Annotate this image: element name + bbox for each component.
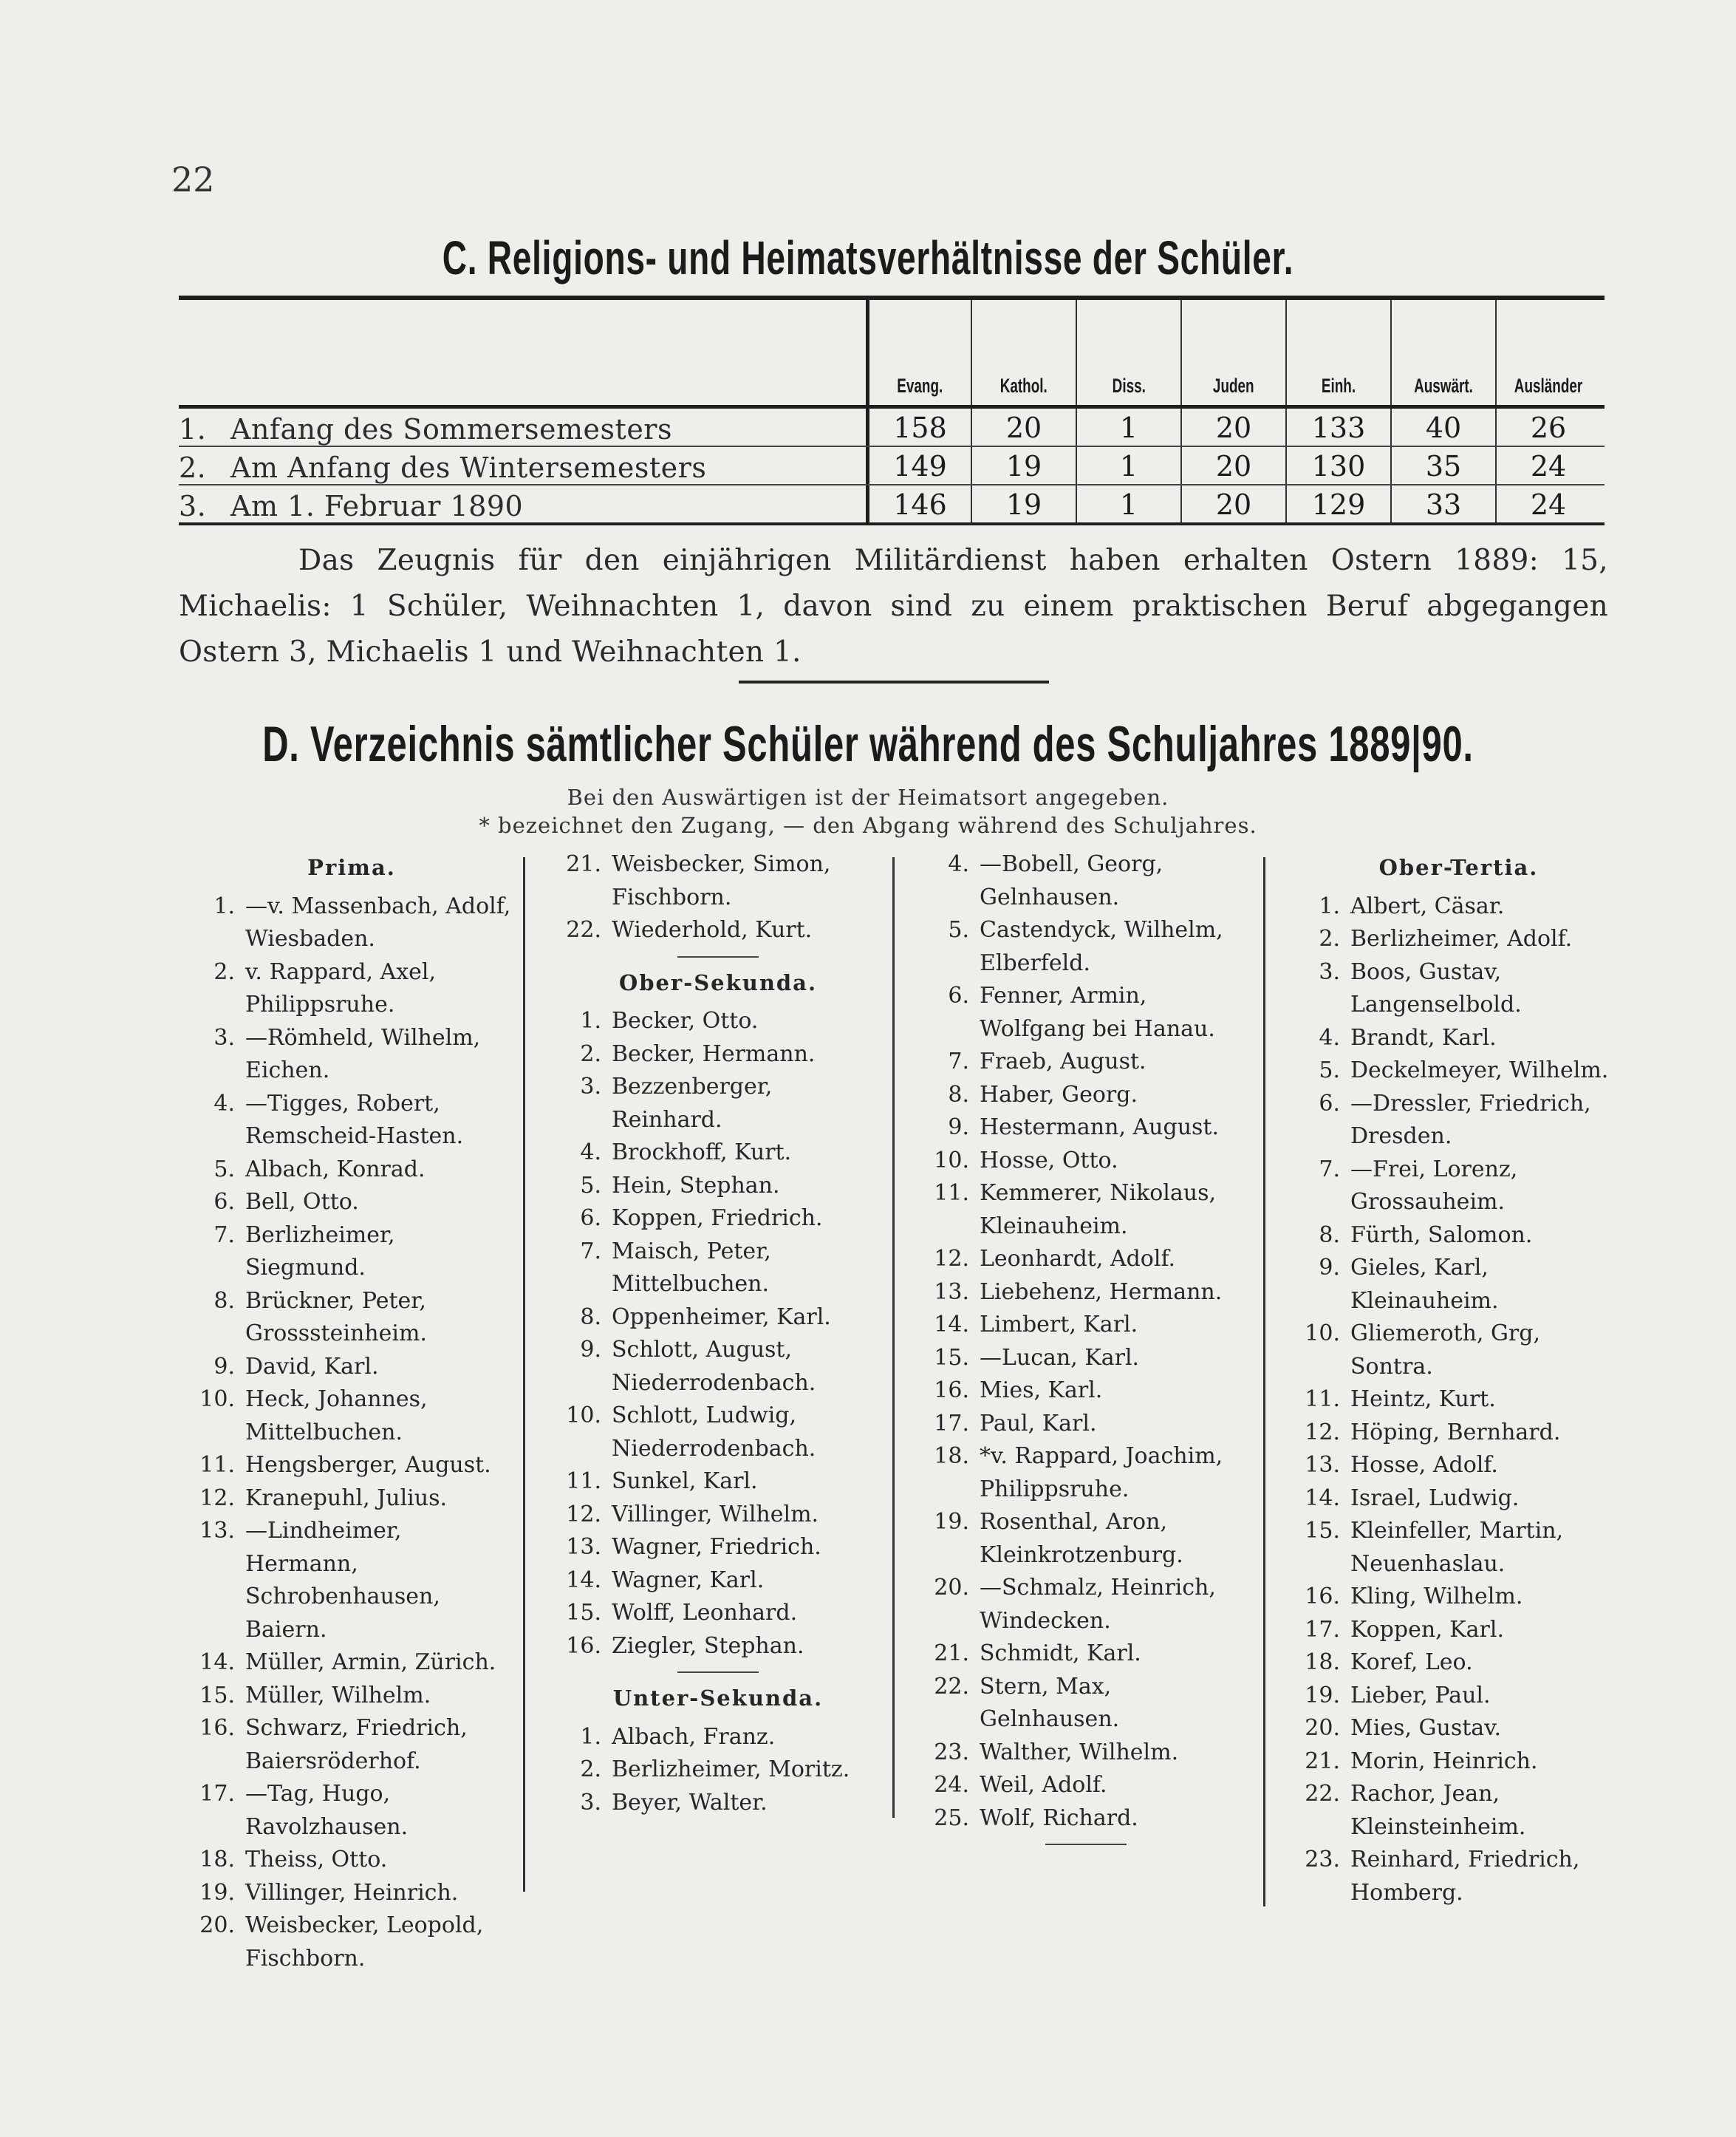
list-item-number: 5. (948, 917, 969, 943)
list-item-name: Rosenthal, Aron, Kleinkrotzenburg. (980, 1509, 1183, 1568)
list-item (1294, 1614, 1623, 1647)
list-item (1294, 1482, 1623, 1516)
list-item-number: 8. (1319, 1221, 1340, 1248)
list-item (1294, 1844, 1623, 1909)
class-divider (1045, 1844, 1127, 1845)
list-item-name: Castendyck, Wilhelm, Elberfeld. (980, 917, 1223, 976)
list-item-number: 15. (1305, 1518, 1340, 1544)
list-item-name: —Lucan, Karl. (980, 1344, 1140, 1371)
list-item-name: —Bobell, Georg, Gelnhausen. (980, 851, 1163, 910)
list-item-name: —Tag, Hugo, Ravolzhausen. (245, 1781, 409, 1840)
list-item (556, 1038, 881, 1071)
list-item-name: Höping, Bernhard. (1350, 1419, 1561, 1445)
list-item-number: 7. (580, 1238, 601, 1264)
list-item (1294, 1778, 1623, 1844)
list-item-name: Müller, Wilhelm. (245, 1682, 431, 1708)
list-item-number: 13. (566, 1534, 601, 1560)
list-item-number: 8. (948, 1081, 969, 1108)
list-item-name: —Tigges, Robert, Remscheid-Hasten. (245, 1090, 464, 1149)
list-item (1294, 956, 1623, 1022)
list-item-number: 18. (934, 1443, 969, 1469)
list-item (923, 1342, 1248, 1375)
list-item (189, 1680, 514, 1713)
list-item-number: 21. (566, 851, 601, 877)
list-item (556, 1136, 881, 1170)
list-item (923, 1276, 1248, 1309)
list-item-name: Morin, Heinrich. (1350, 1748, 1538, 1774)
list-item-number: 12. (199, 1485, 235, 1511)
list-item (1294, 1022, 1623, 1055)
list-item-number: 20. (1305, 1715, 1340, 1741)
list-item-name: Weisbecker, Simon, Fischborn. (612, 851, 831, 910)
list-item-number: 13. (199, 1518, 235, 1544)
list-item-number: 6. (1319, 1090, 1340, 1117)
list-item (1294, 1745, 1623, 1779)
list-item-number: 12. (934, 1246, 969, 1272)
list-item (189, 1712, 514, 1778)
list-item-number: 16. (566, 1632, 601, 1659)
list-item (189, 1383, 514, 1449)
list-item-number: 14. (1305, 1485, 1340, 1511)
list-item-number: 23. (934, 1739, 969, 1765)
table-row: 1. Anfang des Sommersemesters 158 20 1 20 133 40 26 (179, 409, 1605, 447)
column-prima (189, 848, 514, 1975)
list-item-number: 2. (580, 1756, 601, 1782)
list-item-number: 9. (1319, 1255, 1340, 1281)
list-item-number: 3. (1319, 958, 1340, 985)
list-item (189, 1088, 514, 1153)
list-item-number: 10. (199, 1386, 235, 1412)
list-item-name: Albach, Franz. (612, 1723, 776, 1750)
list-item-number: 11. (934, 1180, 969, 1206)
list-item-name: Ziegler, Stephan. (612, 1632, 804, 1659)
list-item (556, 1071, 881, 1136)
list-item-number: 8. (580, 1303, 601, 1330)
list-item-number: 1. (580, 1723, 601, 1750)
list-item (556, 1597, 881, 1630)
list-item (923, 1145, 1248, 1178)
list-item-number: 10. (566, 1402, 601, 1428)
list-item (556, 1301, 881, 1335)
list-item-name: Hestermann, August. (980, 1114, 1220, 1140)
list-item-number: 14. (566, 1567, 601, 1593)
list-item-name: Villinger, Wilhelm. (612, 1501, 819, 1527)
list-item-number: 1. (213, 893, 235, 919)
list-item-name: Schlott, August, Niederrodenbach. (612, 1337, 816, 1396)
list-item-name: Hengsberger, August. (245, 1452, 491, 1478)
list-item-number: 17. (1305, 1616, 1340, 1643)
list-item-number: 3. (580, 1074, 601, 1100)
list-item-name: Albert, Cäsar. (1350, 893, 1505, 919)
list-item-number: 5. (213, 1156, 235, 1182)
list-item (923, 1769, 1248, 1802)
list-item-name: Villinger, Heinrich. (245, 1879, 459, 1906)
list-item (923, 1079, 1248, 1112)
list-item-number: 23. (1305, 1847, 1340, 1872)
list-item-name: Brückner, Peter, Grosssteinheim. (245, 1287, 427, 1346)
column-sekunda (556, 848, 881, 1819)
list-item (1294, 1219, 1623, 1252)
list-item (923, 1506, 1248, 1572)
class-title-ober-tertia: Ober-Tertia. (1378, 855, 1539, 880)
list-item-name: *v. Rappard, Joachim, Philippsruhe. (980, 1443, 1223, 1502)
list-item-name: Kleinfeller, Martin, Neuenhaslau. (1350, 1518, 1564, 1577)
list-item (923, 1671, 1248, 1736)
list-item (923, 1309, 1248, 1342)
col-header: Juden (1180, 300, 1285, 405)
page-number: 22 (171, 160, 215, 200)
list-item-name: Schwarz, Friedrich, Baiersröderhof. (245, 1715, 468, 1774)
list-item (923, 1177, 1248, 1243)
list-item (923, 1736, 1248, 1770)
list-item (1294, 1712, 1623, 1745)
list-item (189, 1449, 514, 1482)
list-item-number: 9. (948, 1114, 969, 1140)
list-item-name: Weil, Adolf. (980, 1772, 1107, 1798)
list-item (1294, 1646, 1623, 1680)
list-item-number: 7. (213, 1221, 235, 1248)
list-item-number: 1. (580, 1008, 601, 1034)
list-item-name: Schlott, Ludwig, Niederrodenbach. (612, 1402, 816, 1462)
list-item (189, 1515, 514, 1646)
list-item-name: Kling, Wilhelm. (1350, 1584, 1523, 1609)
section-d-heading: D. Verzeichnis sämtlicher Schüler während des Schuljahres 1889|90. (262, 716, 1474, 772)
col-header: Diss. (1076, 300, 1180, 405)
list-item (189, 890, 514, 956)
list-item-name: Lieber, Paul. (1350, 1682, 1491, 1708)
list-item-number: 11. (1305, 1386, 1340, 1412)
list-item-number: 21. (1305, 1748, 1340, 1774)
list-item-name: Beyer, Walter. (612, 1789, 768, 1816)
list-item-number: 24. (934, 1772, 969, 1798)
military-service-paragraph: Das Zeugnis für den einjährigen Militärdienst haben erhalten Ostern 1889: 15, Michaelis: 1 Schüler, Weihnachten 1, davon sind zu einem praktischen Beruf abgegangen Ostern 3, Michaelis 1 und Weihnachten 1. (179, 544, 1608, 669)
list-item-name: Kranepuhl, Julius. (245, 1485, 448, 1511)
list-item-name: Oppenheimer, Karl. (612, 1303, 831, 1330)
col-header: Kathol. (971, 300, 1076, 405)
section-divider (739, 681, 1049, 684)
religion-table-header (179, 300, 1605, 409)
col-header: Einh. (1285, 300, 1390, 405)
list-item-number: 11. (566, 1468, 601, 1494)
list-item-number: 16. (934, 1377, 969, 1403)
list-item-number: 9. (213, 1353, 235, 1380)
list-item (923, 1111, 1248, 1145)
list-item (556, 1465, 881, 1499)
list-item-number: 2. (580, 1040, 601, 1067)
list-item (556, 1753, 881, 1787)
list-item (923, 1408, 1248, 1441)
list-item-name: Kemmerer, Nikolaus, Kleinauheim. (980, 1180, 1217, 1239)
list-item (189, 1219, 514, 1285)
column-divider (892, 857, 895, 1818)
list-item (189, 1877, 514, 1910)
list-item-name: Boos, Gustav, Langenselbold. (1350, 958, 1522, 1018)
list-item-name: —Schmalz, Heinrich, Windecken. (980, 1575, 1216, 1634)
list-item-name: Wolff, Leonhard. (612, 1600, 798, 1626)
list-item-name: Becker, Otto. (612, 1008, 759, 1034)
list-item-name: Theiss, Otto. (245, 1847, 388, 1872)
list-item (556, 1564, 881, 1598)
list-item-name: —Frei, Lorenz, Grossauheim. (1350, 1156, 1518, 1215)
list-item (1294, 1515, 1623, 1581)
list-item (1294, 1680, 1623, 1713)
list-item (1294, 1417, 1623, 1450)
list-item-number: 18. (1305, 1649, 1340, 1675)
list-item-number: 19. (1305, 1682, 1340, 1708)
list-item (189, 1646, 514, 1680)
list-item (556, 1721, 881, 1754)
list-item-name: Koref, Leo. (1350, 1649, 1473, 1675)
list-item-name: Bezzenberger, Reinhard. (612, 1074, 773, 1133)
list-item (189, 956, 514, 1022)
list-item (1294, 923, 1623, 956)
list-item (1294, 1581, 1623, 1614)
list-item-number: 17. (934, 1410, 969, 1436)
list-item-number: 22. (1305, 1781, 1340, 1807)
list-item-number: 6. (213, 1189, 235, 1215)
list-item (189, 1285, 514, 1351)
list-item (923, 1243, 1248, 1276)
list-item-name: —Lindheimer, Hermann, Schrobenhausen, Baiern. (245, 1518, 440, 1643)
col-header: Auswärt. (1390, 300, 1495, 405)
list-item-name: Wagner, Karl. (612, 1567, 765, 1593)
list-item (923, 1046, 1248, 1079)
list-item-name: Mies, Karl. (980, 1377, 1103, 1403)
column-divider (523, 857, 525, 1892)
list-item-name: Haber, Georg. (980, 1081, 1138, 1108)
list-item-name: Walther, Wilhelm. (980, 1739, 1179, 1765)
list-item-number: 12. (566, 1501, 601, 1527)
list-item-number: 4. (948, 851, 969, 877)
class-divider (677, 1671, 759, 1673)
list-item (1294, 1088, 1623, 1153)
list-item (189, 1909, 514, 1975)
list-item-number: 4. (580, 1139, 601, 1165)
list-item (189, 1186, 514, 1219)
list-item-name: Heck, Johannes, Mittelbuchen. (245, 1386, 428, 1445)
column-unter-sekunda-cont (923, 848, 1248, 1854)
list-item-name: Bell, Otto. (245, 1189, 359, 1215)
list-item-name: Müller, Armin, Zürich. (245, 1649, 496, 1675)
list-item-number: 16. (199, 1715, 235, 1741)
list-item (556, 1400, 881, 1465)
list-item-name: David, Karl. (245, 1353, 379, 1380)
list-item-name: Gliemeroth, Grg, Sontra. (1350, 1320, 1541, 1380)
list-item-name: Sunkel, Karl. (612, 1468, 758, 1494)
list-item-name: Brockhoff, Kurt. (612, 1139, 792, 1165)
list-item-name: Brandt, Karl. (1350, 1024, 1497, 1051)
list-item (556, 1334, 881, 1400)
list-item-number: 15. (199, 1682, 235, 1708)
list-item-name: Deckelmeyer, Wilhelm. (1350, 1057, 1609, 1083)
list-item-name: —v. Massenbach, Adolf, Wiesbaden. (245, 893, 511, 952)
list-item-number: 16. (1305, 1584, 1340, 1609)
class-title-unter-sekunda: Unter-Sekunda. (612, 1686, 824, 1711)
list-item-name: v. Rappard, Axel, Philippsruhe. (245, 958, 437, 1018)
list-item (923, 1802, 1248, 1836)
list-item-number: 6. (948, 983, 969, 1009)
list-item (189, 1022, 514, 1088)
list-item-number: 10. (1305, 1320, 1340, 1346)
list-item-name: Paul, Karl. (980, 1410, 1097, 1436)
list-item (189, 1482, 514, 1516)
list-item-name: Hosse, Otto. (980, 1147, 1118, 1173)
list-item-name: Fraeb, August. (980, 1049, 1146, 1074)
list-item-number: 19. (199, 1879, 235, 1906)
list-item-number: 4. (213, 1090, 235, 1117)
note-hometown: Bei den Auswärtigen ist der Heimatsort angegeben. (567, 785, 1169, 810)
list-item-name: Koppen, Karl. (1350, 1616, 1504, 1643)
list-item (189, 1778, 514, 1844)
list-item-number: 15. (934, 1344, 969, 1371)
list-item-name: Berlizheimer, Siegmund. (245, 1221, 395, 1281)
list-item-number: 7. (1319, 1156, 1340, 1182)
list-item-number: 21. (934, 1640, 969, 1666)
list-item-name: Heintz, Kurt. (1350, 1386, 1496, 1412)
list-item (556, 848, 881, 914)
list-item (189, 1153, 514, 1187)
list-item (1294, 890, 1623, 924)
column-divider (1263, 857, 1265, 1906)
list-item-name: Berlizheimer, Moritz. (612, 1756, 850, 1782)
list-item-name: Stern, Max, Gelnhausen. (980, 1673, 1120, 1732)
list-item-number: 3. (580, 1789, 601, 1816)
list-item-number: 10. (934, 1147, 969, 1173)
list-item (556, 1170, 881, 1203)
col-header: Ausländer (1495, 300, 1600, 405)
list-item (923, 1440, 1248, 1506)
list-item (923, 980, 1248, 1046)
list-item-number: 6. (580, 1205, 601, 1231)
list-item-number: 2. (1319, 926, 1340, 952)
list-item-name: Hein, Stephan. (612, 1172, 780, 1199)
list-item (923, 1637, 1248, 1671)
list-item-name: Berlizheimer, Adolf. (1350, 926, 1573, 952)
list-item-name: —Römheld, Wilhelm, Eichen. (245, 1024, 481, 1083)
list-item (923, 1572, 1248, 1637)
list-item-number: 8. (213, 1287, 235, 1314)
col-header: Evang. (866, 300, 971, 405)
section-c-heading: C. Religions- und Heimatsverhältnisse der Schüler. (442, 231, 1294, 284)
list-item-number: 1. (1319, 893, 1340, 919)
list-item (556, 914, 881, 947)
list-item-number: 19. (934, 1509, 969, 1535)
list-item-name: Maisch, Peter, Mittelbuchen. (612, 1238, 771, 1297)
list-item-number: 3. (213, 1024, 235, 1051)
list-item-name: Schmidt, Karl. (980, 1640, 1141, 1666)
list-item-name: —Dressler, Friedrich, Dresden. (1350, 1090, 1591, 1149)
list-item-number: 25. (934, 1804, 969, 1831)
list-item-name: Wolf, Richard. (980, 1804, 1138, 1831)
list-item-number: 15. (566, 1600, 601, 1626)
list-item-name: Wagner, Friedrich. (612, 1534, 821, 1560)
class-title-prima: Prima. (307, 855, 396, 880)
list-item-name: Limbert, Karl. (980, 1312, 1138, 1337)
list-item-number: 9. (580, 1337, 601, 1363)
list-item-name: Fenner, Armin, Wolfgang bei Hanau. (980, 983, 1215, 1042)
list-item-number: 5. (1319, 1057, 1340, 1083)
list-item (556, 1499, 881, 1532)
list-item (556, 1005, 881, 1038)
list-item-name: Wiederhold, Kurt. (612, 917, 813, 943)
list-item-name: Liebehenz, Hermann. (980, 1278, 1223, 1305)
list-item-name: Gieles, Karl, Kleinauheim. (1350, 1255, 1499, 1314)
list-item-number: 22. (934, 1673, 969, 1700)
list-item-name: Fürth, Salomon. (1350, 1221, 1533, 1248)
list-item-number: 12. (1305, 1419, 1340, 1445)
list-item-number: 13. (934, 1278, 969, 1305)
list-item-name: Reinhard, Friedrich, Homberg. (1350, 1847, 1580, 1906)
list-item-number: 5. (580, 1172, 601, 1199)
list-item-number: 4. (1319, 1024, 1340, 1051)
list-item-name: Hosse, Adolf. (1350, 1452, 1498, 1478)
list-item-name: Becker, Hermann. (612, 1040, 816, 1067)
list-item (1294, 1153, 1623, 1219)
list-item-number: 13. (1305, 1452, 1340, 1478)
list-item-number: 14. (934, 1312, 969, 1337)
list-item (1294, 1252, 1623, 1318)
list-item-name: Albach, Konrad. (245, 1156, 426, 1182)
list-item (556, 1787, 881, 1820)
list-item-number: 20. (199, 1912, 235, 1938)
class-title-ober-sekunda: Ober-Sekunda. (618, 969, 818, 995)
religion-table (179, 296, 1605, 525)
list-item (556, 1202, 881, 1235)
list-item-number: 14. (199, 1649, 235, 1675)
list-item-name: Koppen, Friedrich. (612, 1205, 823, 1231)
list-item (1294, 1383, 1623, 1417)
list-item-number: 7. (948, 1049, 969, 1074)
note-symbols: * bezeichnet den Zugang, — den Abgang während des Schuljahres. (479, 813, 1257, 838)
list-item (923, 1374, 1248, 1408)
list-item-name: Leonhardt, Adolf. (980, 1246, 1176, 1272)
list-item-name: Israel, Ludwig. (1350, 1485, 1520, 1511)
list-item-number: 22. (566, 917, 601, 943)
list-item-number: 20. (934, 1575, 969, 1601)
list-item (556, 1235, 881, 1301)
list-item (923, 914, 1248, 980)
list-item-name: Mies, Gustav. (1350, 1715, 1502, 1741)
list-item-number: 11. (199, 1452, 235, 1478)
list-item (556, 1630, 881, 1663)
list-item-number: 18. (199, 1847, 235, 1872)
list-item (1294, 1054, 1623, 1088)
list-item (556, 1531, 881, 1564)
list-item-number: 17. (199, 1781, 235, 1807)
class-divider (677, 956, 759, 958)
list-item (189, 1351, 514, 1384)
list-item (1294, 1318, 1623, 1383)
table-row: 2. Am Anfang des Wintersemesters 149 19 1 20 130 35 24 (179, 447, 1605, 485)
list-item-number: 2. (213, 958, 235, 985)
list-item (1294, 1449, 1623, 1482)
table-row: 3. Am 1. Februar 1890 146 19 1 20 129 33 24 (179, 485, 1605, 525)
list-item-name: Rachor, Jean, Kleinsteinheim. (1350, 1781, 1526, 1840)
list-item-name: Weisbecker, Leopold, Fischborn. (245, 1912, 484, 1971)
column-ober-tertia (1294, 848, 1623, 1909)
list-item (189, 1844, 514, 1877)
list-item (923, 848, 1248, 914)
